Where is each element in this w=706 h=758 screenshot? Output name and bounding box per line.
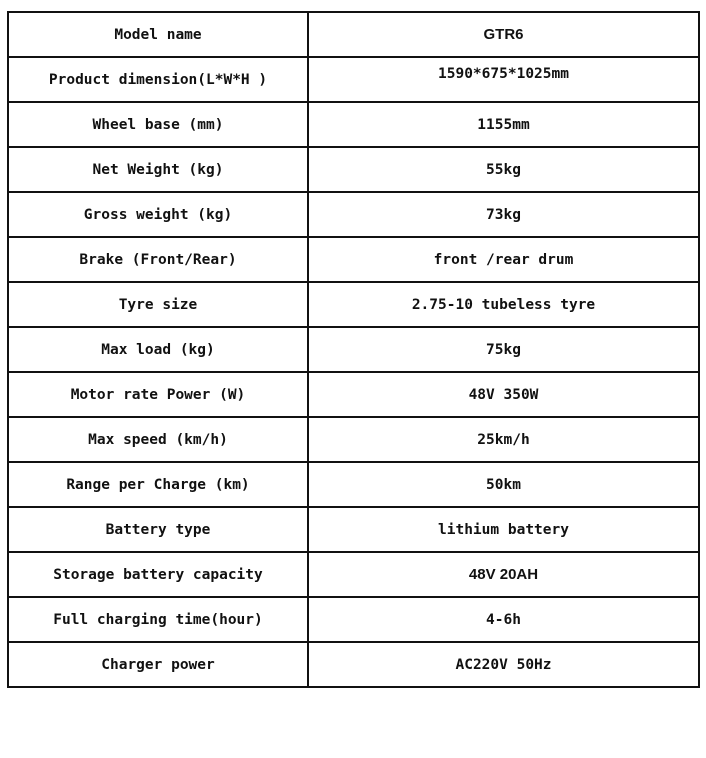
spec-value: 4-6h [308,597,699,642]
spec-value: front /rear drum [308,237,699,282]
table-row [8,102,699,147]
spec-value: 48V 350W [308,372,699,417]
table-row [8,282,699,327]
spec-label: Max speed (km/h) [8,417,308,462]
spec-value: lithium battery [308,507,699,552]
spec-value: 48V 20AH [308,552,699,597]
spec-label: Charger power [8,642,308,687]
table-row [8,192,699,237]
table-row [8,57,699,102]
spec-label: Wheel base (mm) [8,102,308,147]
spec-value: 25km/h [308,417,699,462]
spec-label: Battery type [8,507,308,552]
spec-label: Model name [8,12,308,57]
spec-label: Motor rate Power (W) [8,372,308,417]
spec-value: 75kg [308,327,699,372]
spec-value: 2.75-10 tubeless tyre [308,282,699,327]
table-row [8,417,699,462]
spec-value: GTR6 [308,12,699,57]
spec-label: Brake (Front/Rear) [8,237,308,282]
spec-label: Max load (kg) [8,327,308,372]
table-row [8,552,699,597]
spec-table [7,11,700,688]
table-row [8,12,699,57]
spec-value: 73kg [308,192,699,237]
table-row [8,327,699,372]
spec-value: 1590*675*1025mm [308,57,699,102]
spec-label: Gross weight (kg) [8,192,308,237]
spec-label: Tyre size [8,282,308,327]
table-row [8,642,699,687]
spec-value: 55kg [308,147,699,192]
table-row [8,372,699,417]
table-row [8,147,699,192]
table-row [8,507,699,552]
table-row [8,237,699,282]
spec-value: 50km [308,462,699,507]
spec-label: Range per Charge (km) [8,462,308,507]
spec-label: Full charging time(hour) [8,597,308,642]
spec-label: Product dimension(L*W*H ) [8,57,308,102]
spec-label: Net Weight (kg) [8,147,308,192]
spec-value: AC220V 50Hz [308,642,699,687]
spec-value: 1155mm [308,102,699,147]
table-row [8,597,699,642]
table-row [8,462,699,507]
spec-label: Storage battery capacity [8,552,308,597]
